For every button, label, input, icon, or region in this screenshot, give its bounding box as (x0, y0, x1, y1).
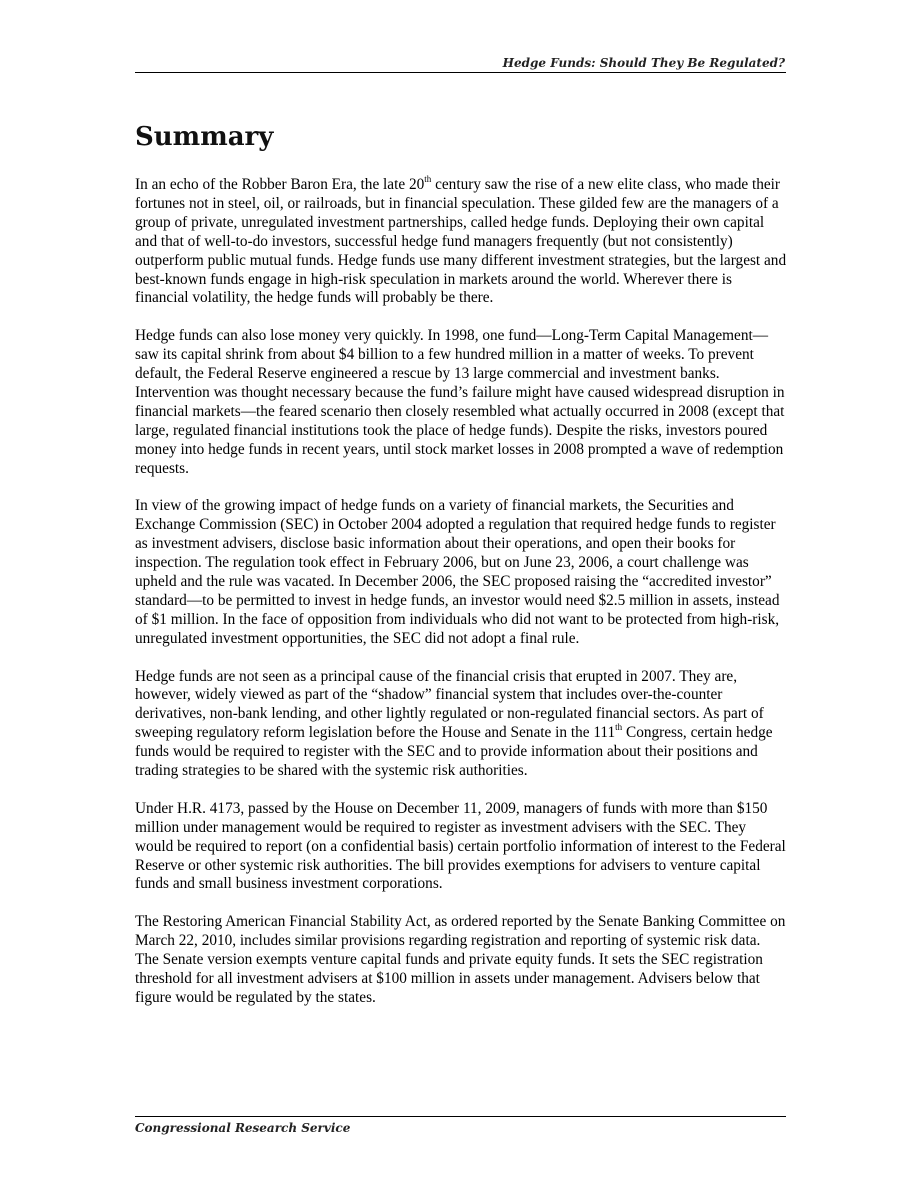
header-divider (135, 72, 786, 73)
footer-source: Congressional Research Service (135, 1121, 351, 1135)
paragraph-6: The Restoring American Financial Stability Act, as ordered reported by the Senate Banking Committee on March 22, 2010, includes similar provisions regarding registration and reporting of systemic risk data. The Senate version exempts venture capital funds and private equity funds. It sets the SEC registration threshold for all investment advisers at $100 million in assets under management. Advisers below that figure would be regulated by the states. (135, 913, 786, 1006)
paragraph-1-text-a: In an echo of the Robber Baron Era, the late 20 (135, 176, 425, 193)
footer-divider (135, 1116, 786, 1117)
ordinal-suffix: th (424, 173, 432, 184)
paragraph-4-text-b: Congress, certain hedge funds would be required to register with the SEC and to provide information about their positions and trading strategies to be shared with the systemic risk authorities. (135, 724, 773, 780)
paragraph-5: Under H.R. 4173, passed by the House on December 11, 2009, managers of funds with more than $150 million under management would be required to register as investment advisers with the SEC. They would be required to report (on a confidential basis) certain portfolio information of interest to the Federal Reserve or other systemic risk authorities. The bill provides exemptions for advisers to venture capital funds and small business investment corporations. (135, 799, 786, 893)
paragraph-3: In view of the growing impact of hedge funds on a variety of financial markets, the Securities and Exchange Commission (SEC) in October 2004 adopted a regulation that required hedge funds to register as investment advisers, disclose basic information about their operations, and open their books for inspection. The regulation took effect in February 2006, but on June 23, 2006, a court challenge was upheld and the rule was vacated. In December 2006, the SEC proposed raising the “accredited investor” standard—to be permitted to invest in hedge funds, an investor would need $2.5 million in assets, instead of $1 million. In the face of opposition from individuals who did not want to be protected from high-risk, unregulated investment opportunities, the SEC did not adopt a final rule. (135, 497, 780, 647)
section-heading: Summary (135, 122, 274, 152)
running-header: Hedge Funds: Should They Be Regulated? (502, 56, 785, 70)
paragraph-4 (135, 668, 787, 781)
paragraph-1-text-b: century saw the rise of a new elite class, who made their fortunes not in steel, oil, or railroads, but in financial speculation. These gilded few are the managers of a group of private, unregulated investment partnerships, called hedge funds. Deploying their own capital and that of well-to-do investors, successful hedge fund managers frequently (but not consistently) outperform public mutual funds. Hedge funds use many different investment strategies, but the largest and best-known funds engage in high-risk speculation in markets around the world. Wherever there is financial volatility, the hedge funds will probably be there. (135, 176, 787, 307)
paragraph-4-text-a: Hedge funds are not seen as a principal cause of the financial crisis that erupted in 2007. They are, however, widely viewed as part of the “shadow” financial system that includes over-the-counter derivatives, non-bank lending, and other lightly regulated or non-regulated financial sectors. As part of sweeping regulatory reform legislation before the House and Senate in the 111 (135, 667, 764, 742)
paragraph-2: Hedge funds can also lose money very quickly. In 1998, one fund—Long-Term Capital Management—saw its capital shrink from about $4 billion to a few hundred million in a matter of weeks. To prevent default, the Federal Reserve engineered a rescue by 13 large commercial and investment banks. Intervention was thought necessary because the fund’s failure might have caused widespread disruption in financial markets—the feared scenario then closely resembled what actually occurred in 2008 (except that large, regulated financial institutions took the place of hedge funds). Despite the risks, investors poured money into hedge funds in recent years, until stock market losses in 2008 prompted a wave of redemption requests. (135, 327, 785, 477)
ordinal-suffix: th (615, 722, 623, 733)
summary-body (135, 173, 787, 1027)
paragraph-1 (135, 173, 787, 308)
